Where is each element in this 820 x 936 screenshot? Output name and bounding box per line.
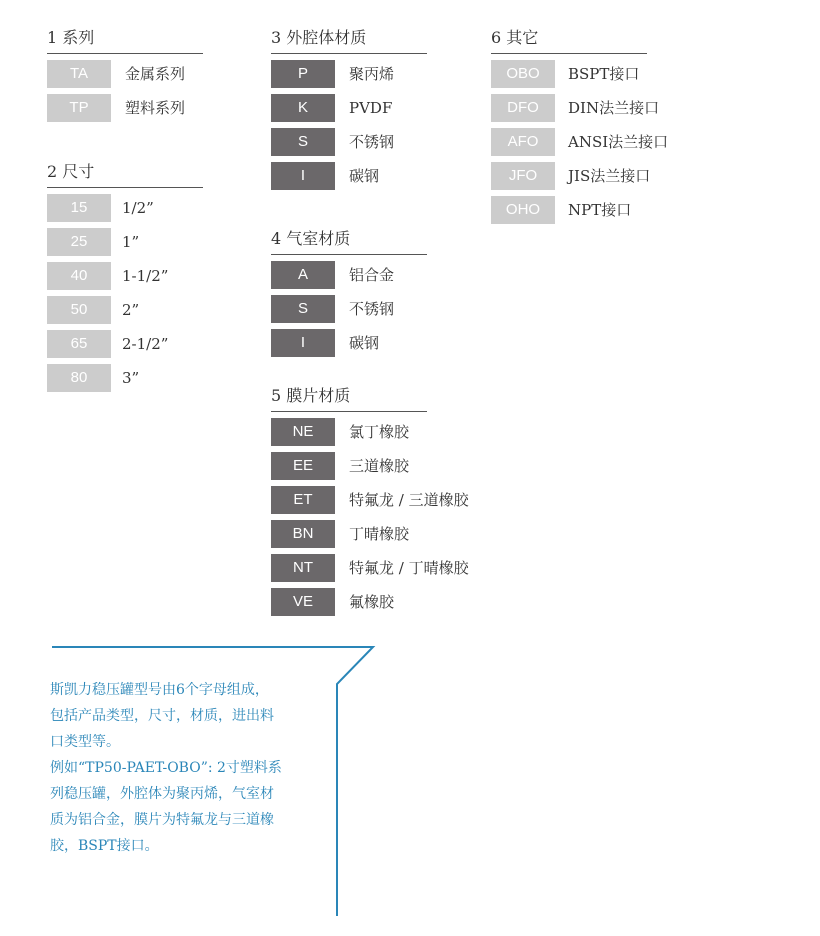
option-description: 1-1/2” (122, 267, 169, 285)
note-line: 质为铝合金，膜片为特氟龙与三道橡 (50, 812, 274, 828)
option-code: ET (271, 486, 335, 514)
option-description: 铝合金 (349, 266, 395, 284)
group-title: 2 尺寸 (47, 162, 95, 181)
option-description: 丁晴橡胶 (349, 525, 410, 543)
note-line: 胶，BSPT接口。 (50, 838, 159, 854)
option-code: VE (271, 588, 335, 616)
option-description: 塑料系列 (125, 99, 186, 117)
option-code: I (271, 329, 335, 357)
note-line: 列稳压罐，外腔体为聚丙烯，气室材 (50, 786, 274, 802)
option-description: 不锈钢 (349, 133, 395, 151)
option-code: OHO (491, 196, 555, 224)
group-title: 4 气室材质 (271, 229, 351, 248)
note-line: 例如“TP50-PAET-OBO”: 2寸塑料系 (50, 760, 282, 776)
option-code: NE (271, 418, 335, 446)
note-line: 包括产品类型，尺寸，材质，进出料 (50, 708, 274, 724)
option-description: ANSI法兰接口 (568, 133, 669, 151)
option-code: NT (271, 554, 335, 582)
option-code: OBO (491, 60, 555, 88)
option-description: 特氟龙 / 三道橡胶 (349, 491, 469, 509)
option-description: 氟橡胶 (349, 593, 395, 611)
option-code: I (271, 162, 335, 190)
option-code: S (271, 295, 335, 323)
group-title: 6 其它 (491, 28, 539, 47)
option-description: NPT接口 (568, 201, 632, 219)
option-code: 25 (47, 228, 111, 256)
option-description: 2-1/2” (122, 335, 169, 353)
option-code: BN (271, 520, 335, 548)
option-code: 65 (47, 330, 111, 358)
option-code: TP (47, 94, 111, 122)
option-code: S (271, 128, 335, 156)
option-description: 碳钢 (349, 334, 380, 352)
option-code: 80 (47, 364, 111, 392)
group-title: 5 膜片材质 (271, 386, 351, 405)
option-description: 不锈钢 (349, 300, 395, 318)
option-code: 50 (47, 296, 111, 324)
option-description: 3” (122, 369, 140, 387)
option-description: 1/2” (122, 199, 154, 217)
option-description: BSPT接口 (568, 65, 640, 83)
note-line: 口类型等。 (50, 734, 120, 750)
option-code: TA (47, 60, 111, 88)
option-description: 氯丁橡胶 (349, 423, 410, 441)
option-description: 碳钢 (349, 167, 380, 185)
option-code: AFO (491, 128, 555, 156)
model-note (50, 677, 340, 859)
option-description: 1” (122, 233, 140, 251)
note-line: 斯凯力稳压罐型号由6个字母组成， (50, 682, 269, 698)
option-code: DFO (491, 94, 555, 122)
option-code: A (271, 261, 335, 289)
option-description: DIN法兰接口 (568, 99, 660, 117)
option-description: JIS法兰接口 (568, 167, 651, 185)
option-code: 40 (47, 262, 111, 290)
option-description: PVDF (349, 99, 393, 117)
option-code: K (271, 94, 335, 122)
option-code: 15 (47, 194, 111, 222)
option-code: P (271, 60, 335, 88)
group-title: 1 系列 (47, 28, 95, 47)
option-code: EE (271, 452, 335, 480)
option-code: JFO (491, 162, 555, 190)
option-description: 三道橡胶 (349, 457, 410, 475)
option-description: 聚丙烯 (349, 65, 395, 83)
option-description: 金属系列 (125, 65, 186, 83)
group-title: 3 外腔体材质 (271, 28, 367, 47)
option-description: 2” (122, 301, 140, 319)
option-description: 特氟龙 / 丁晴橡胶 (349, 559, 469, 577)
